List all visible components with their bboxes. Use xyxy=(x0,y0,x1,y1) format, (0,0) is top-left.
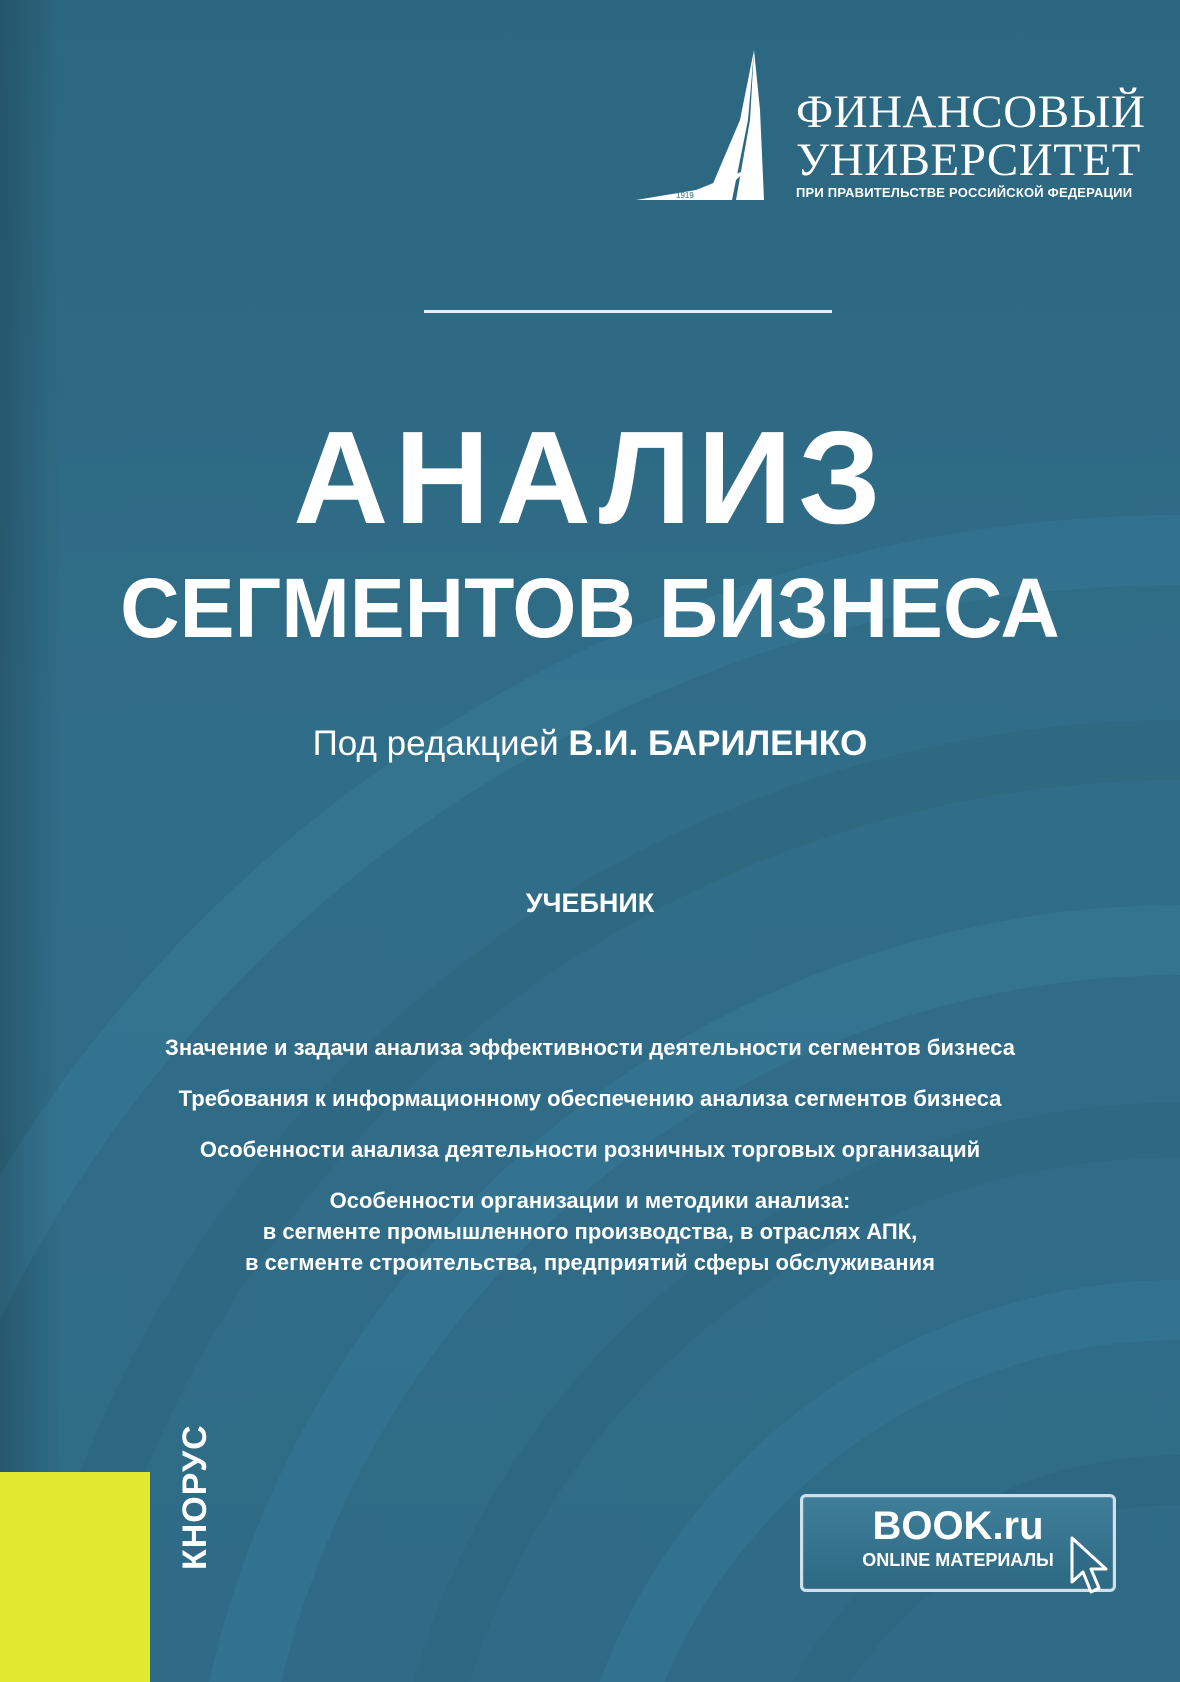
divider-line xyxy=(424,310,832,313)
editor-line xyxy=(0,724,1180,764)
university-subtitle: ПРИ ПРАВИТЕЛЬСТВЕ РОССИЙСКОЙ ФЕДЕРАЦИИ xyxy=(796,185,1133,200)
svg-text:1919: 1919 xyxy=(676,191,694,200)
bookru-subtitle: ONLINE МАТЕРИАЛЫ xyxy=(862,1550,1054,1570)
topic-multi-line3: в сегменте строительства, предприятий сферы обслуживания xyxy=(245,1250,935,1275)
topic-item: Особенности анализа деятельности розничных торговых организаций xyxy=(199,1137,981,1162)
university-name-line1: ФИНАНСОВЫЙ xyxy=(796,86,1146,138)
bookru-badge[interactable] xyxy=(800,1494,1116,1592)
editor-name: В.И. БАРИЛЕНКО xyxy=(568,724,868,763)
spine-shadow xyxy=(0,0,60,1682)
publisher-name: КНОРУС xyxy=(176,1424,214,1570)
topic-item: Значение и задачи анализа эффективности деятельности сегментов бизнеса xyxy=(165,1035,1015,1060)
editor-prefix: Под редакцией xyxy=(312,724,559,763)
mouse-cursor-icon xyxy=(1070,1536,1112,1598)
university-name-line2: УНИВЕРСИТЕТ xyxy=(796,134,1141,186)
book-type: УЧЕБНИК xyxy=(525,888,655,918)
topic-multi-line2: в сегменте промышленного производства, в отраслях АПК, xyxy=(262,1219,918,1244)
book-title-line2: СЕГМЕНТОВ БИЗНЕСА xyxy=(120,561,1060,655)
topic-multi-line1: Особенности организации и методики анализа: xyxy=(329,1188,851,1213)
bookru-title: BOOK.ru xyxy=(872,1504,1044,1548)
university-logo-icon xyxy=(636,50,786,206)
book-title-line1: АНАЛИЗ xyxy=(293,404,887,551)
topic-item-multiline xyxy=(0,1185,1180,1278)
topic-item: Требования к информационному обеспечению анализа сегментов бизнеса xyxy=(178,1086,1002,1111)
university-name xyxy=(796,88,1145,184)
topics-list xyxy=(0,1032,1180,1278)
publisher-color-tab xyxy=(0,1472,150,1682)
